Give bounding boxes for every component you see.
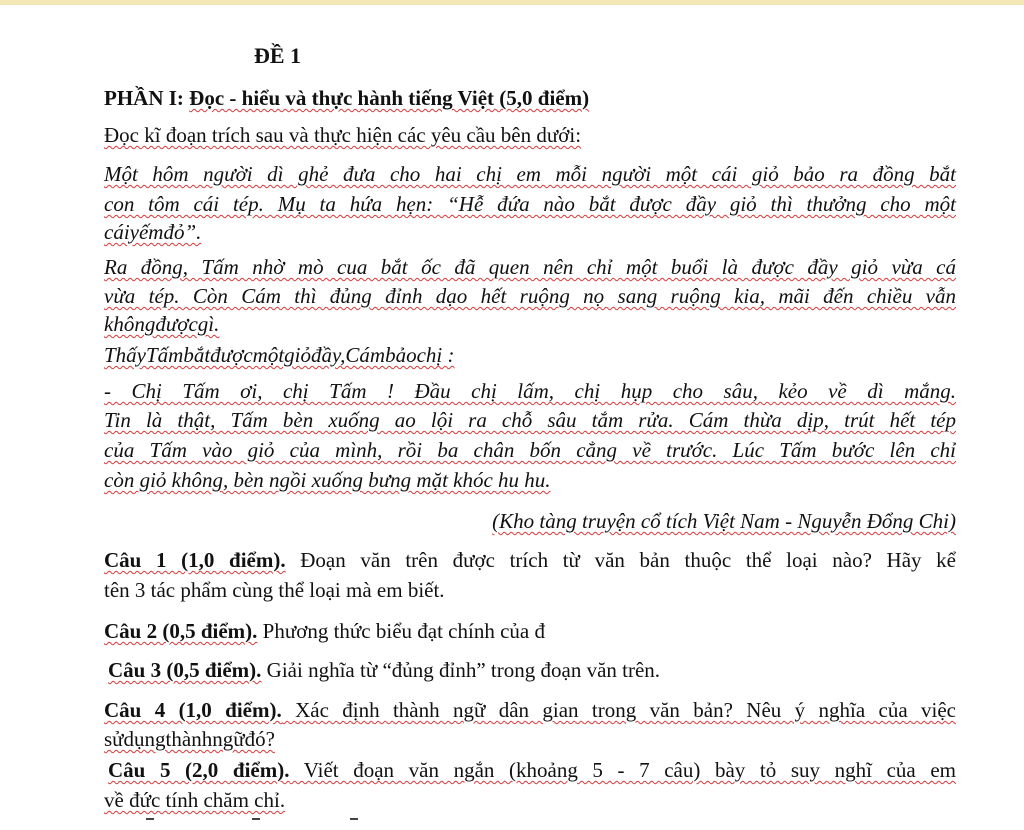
question-1-text: Đoạn văn trên được trích từ văn bản thuộc thể loại nào? Hãy kể [285, 548, 956, 572]
cut-off-next-line [104, 818, 956, 830]
question-2 [104, 617, 956, 645]
exam-title: ĐỀ 1 [254, 43, 302, 68]
passage-line: Một hôm người dì ghẻ đưa cho hai chị em mỗi người một cái giỏ bảo ra đồng bắt [104, 162, 956, 186]
question-5-label: Câu 5 (2,0 điểm). [108, 758, 290, 782]
passage-line: khôngđượcgì. [104, 312, 220, 336]
question-3-text: Giải nghĩa từ “đủng đỉnh” trong đoạn văn trên. [261, 658, 661, 682]
cut-off-glyph [146, 818, 154, 824]
part1-heading-text: Đọc - hiểu và thực hành tiếng Việt (5,0 điểm) [189, 86, 590, 110]
passage-line: của Tấm vào giỏ của mình, rồi ba chân bốn cẳng về trước. Lúc Tấm bước lên chỉ [104, 438, 956, 462]
question-4-text: Xác định thành ngữ dân gian trong văn bản? Nêu ý nghĩa của việc [281, 698, 956, 722]
question-1-label: Câu 1 (1,0 điểm). [104, 548, 286, 572]
passage-line: vừa tép. Còn Cám thì đủng đỉnh dạo hết ruộng nọ sang ruộng kia, mãi đến chiều vẫn [104, 284, 956, 308]
question-1 [104, 546, 956, 574]
question-1-cont: tên 3 tác phẩm cùng thể loại mà em biết. [104, 578, 445, 602]
instruction-text: Đọc kĩ đoạn trích sau và thực hiện các yêu cầu bên dưới: [104, 123, 582, 147]
question-5 [108, 756, 956, 784]
part1-heading-prefix: PHẦN I: [104, 86, 190, 110]
passage-source-text: (Kho tàng truyện cổ tích Việt Nam - Nguyễn Đổng Chi) [492, 509, 956, 533]
cut-off-glyph [350, 818, 358, 824]
question-5-text: Viết đoạn văn ngắn (khoảng 5 - 7 câu) bày tỏ suy nghĩ của em [289, 758, 956, 782]
passage-line: cáiyếmđỏ”. [104, 220, 202, 244]
cut-off-glyph [252, 818, 260, 824]
passage-line: Tin là thật, Tấm bèn xuống ao lội ra chỗ sâu tắm rửa. Cám thừa dịp, trút hết tép [104, 408, 956, 432]
question-2-label: Câu 2 (0,5 điểm). [104, 619, 258, 643]
passage-line: - Chị Tấm ơi, chị Tấm ! Đầu chị lấm, chị hụp cho sâu, kẻo về dì mắng. [104, 379, 956, 403]
question-5-cont: về đức tính chăm chỉ. [104, 788, 286, 812]
passage-line: còn giỏ không, bèn ngồi xuống bưng mặt khóc hu hu. [104, 468, 551, 492]
question-3-label: Câu 3 (0,5 điểm). [108, 658, 262, 682]
passage-line: ThấyTấmbắtđượcmộtgiỏđầy,Cámbảochị : [104, 343, 455, 367]
passage-line: Ra đồng, Tấm nhờ mò cua bắt ốc đã quen nên chỉ một buổi là được đầy giỏ vừa cá [104, 255, 956, 279]
question-3 [108, 656, 960, 684]
part1-heading [104, 84, 956, 112]
instruction [104, 121, 956, 149]
question-2-text: Phương thức biểu đạt chính của đ [257, 619, 545, 643]
question-4-cont: sửdụngthànhngữđó? [104, 727, 275, 751]
passage-line: con tôm cái tép. Mụ ta hứa hẹn: “Hễ đứa nào bắt được đầy giỏ thì thưởng cho một [104, 192, 956, 216]
question-4-label: Câu 4 (1,0 điểm). [104, 698, 282, 722]
question-4 [104, 696, 956, 724]
passage-source [104, 507, 956, 535]
